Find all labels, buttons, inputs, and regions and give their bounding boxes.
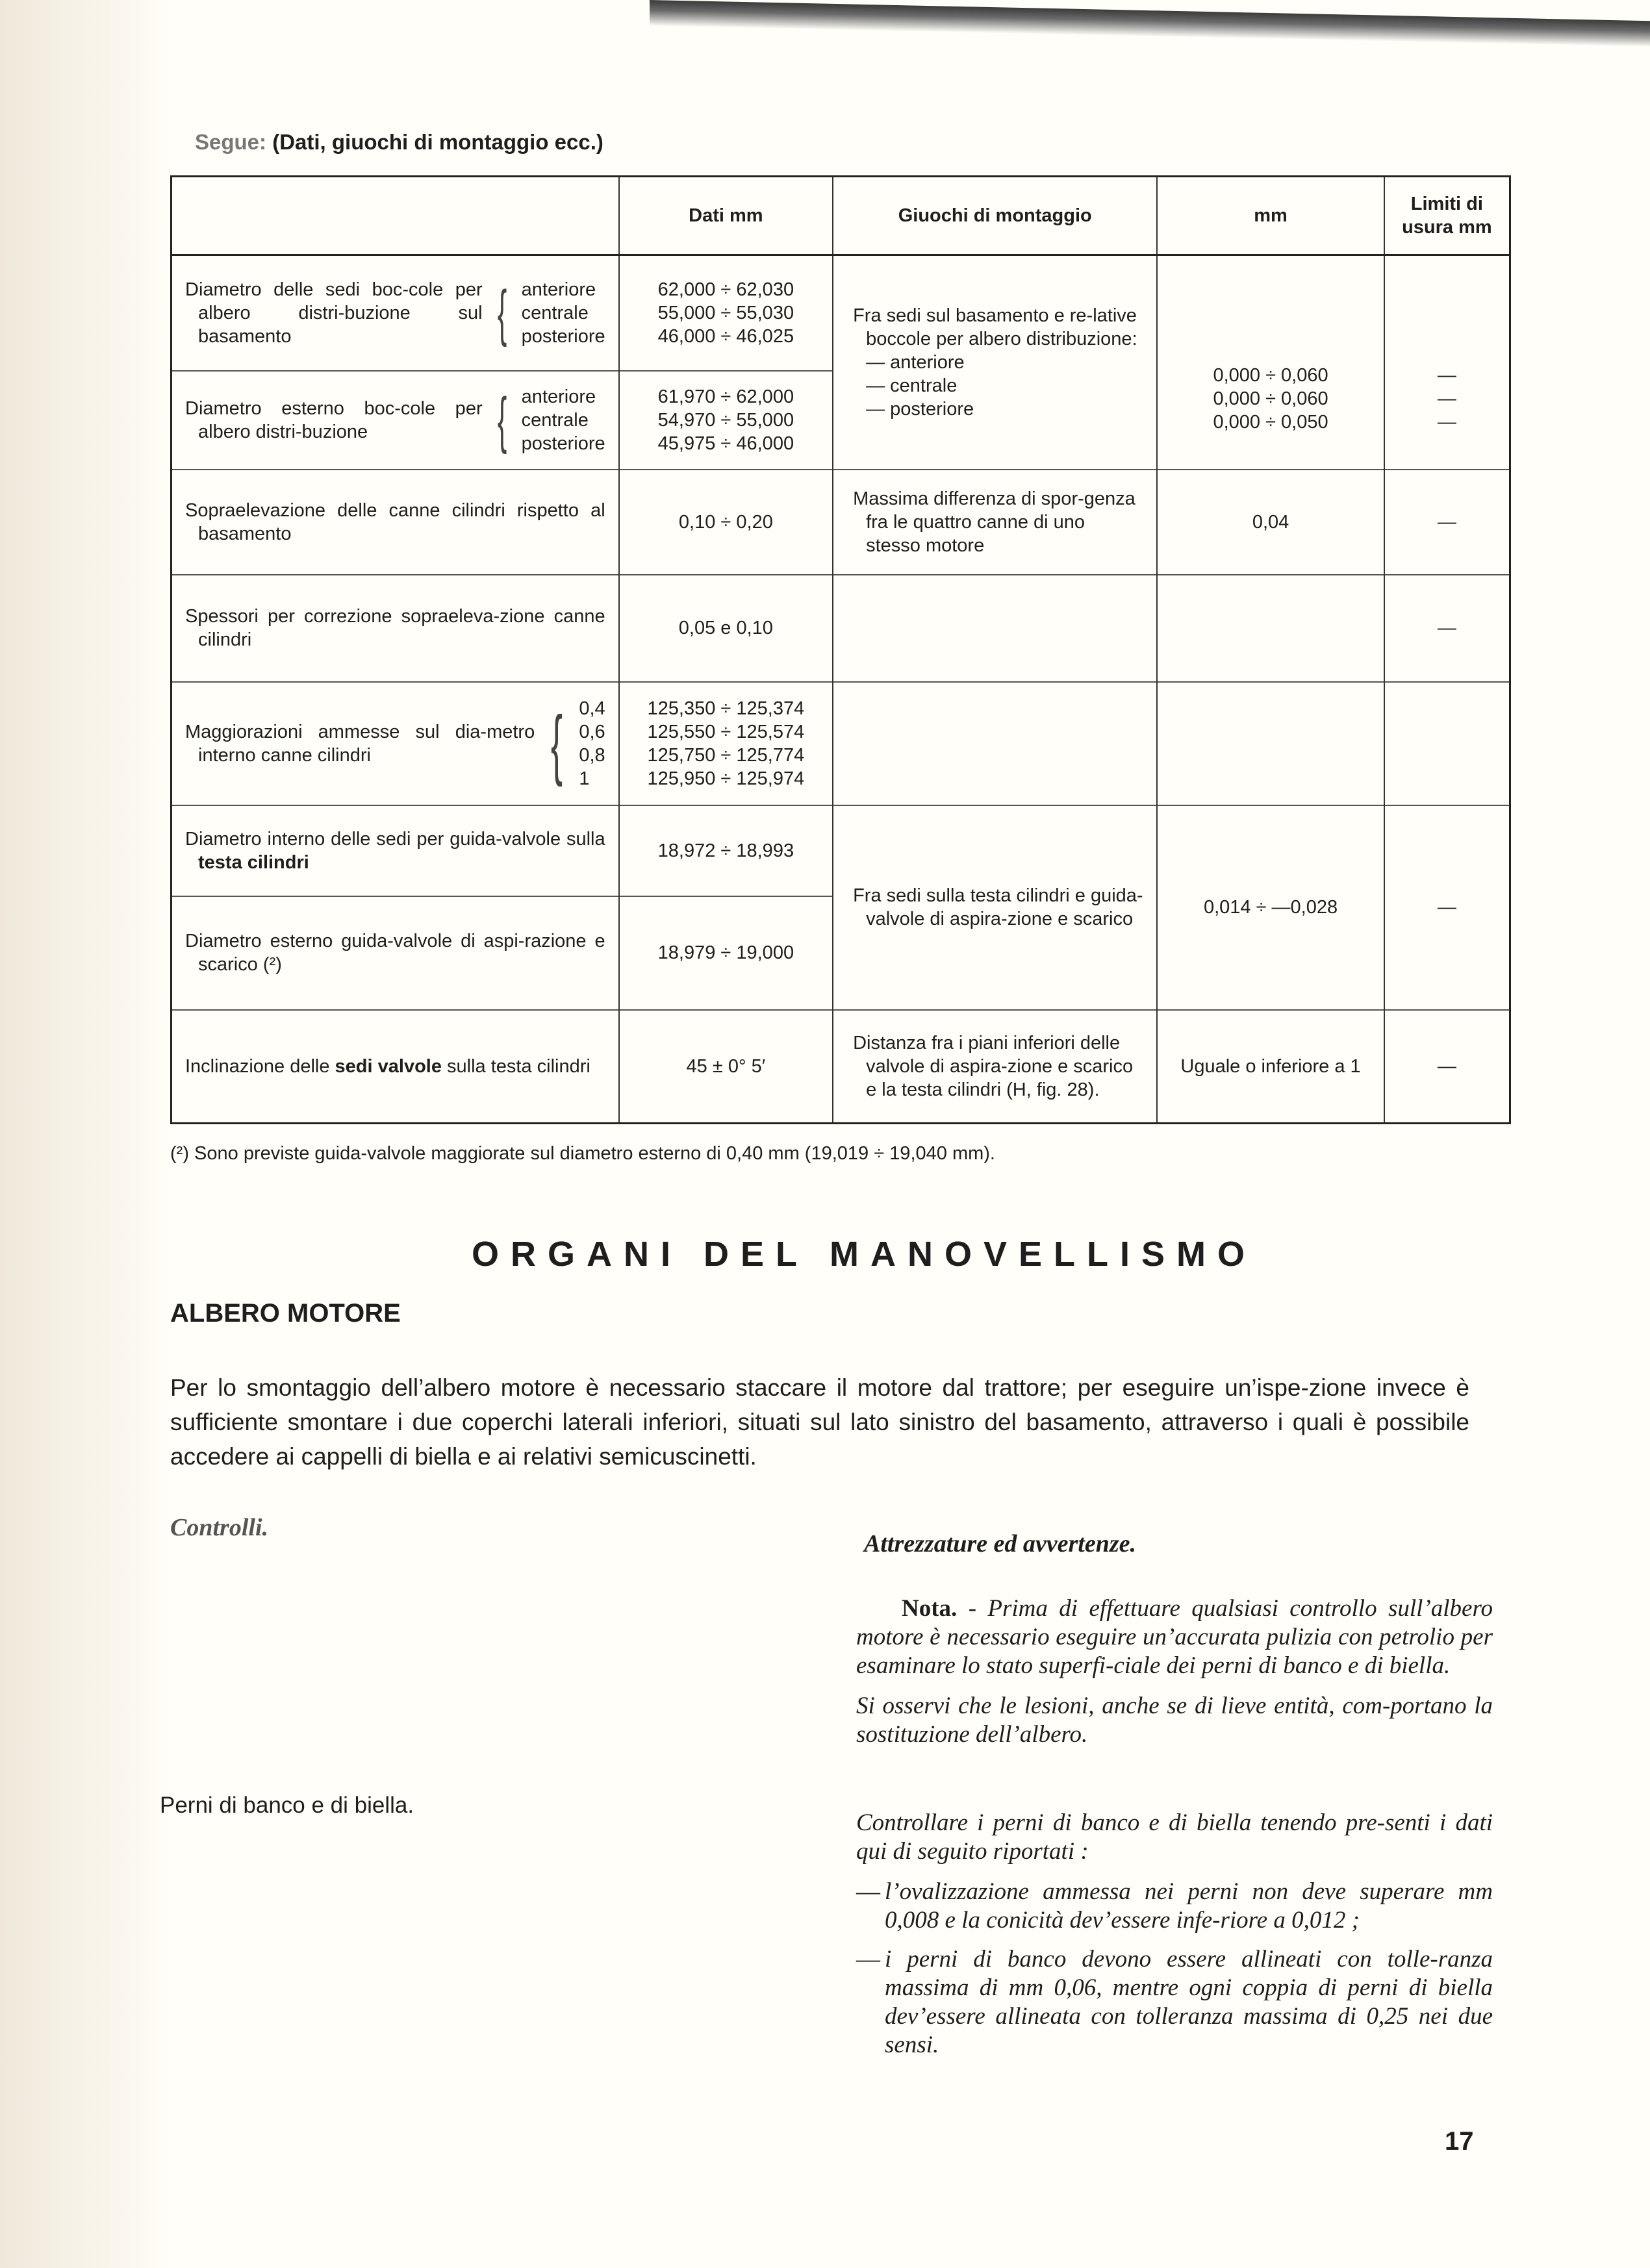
dati-value: 62,000 ÷ 62,030 [657, 279, 794, 300]
right-column-notes [856, 1594, 1493, 1761]
page-gutter-shadow [0, 0, 169, 2268]
dati-value: 61,970 ÷ 62,000 [657, 386, 794, 407]
row-description [171, 371, 619, 470]
wear-limit: — [1384, 1010, 1510, 1124]
row-description [171, 575, 619, 682]
clearance-mm: 0,04 [1157, 470, 1384, 575]
description-pre: Inclinazione delle [185, 1055, 335, 1077]
row-dati: 18,979 ÷ 19,000 [619, 896, 833, 1010]
row-description [171, 470, 619, 575]
description-text: Diametro esterno guida-valvole di aspi-razione e scarico (²) [185, 931, 605, 975]
controls-heading: Controlli. [170, 1514, 268, 1541]
clearance-empty [833, 682, 1157, 805]
limit-value: — [1437, 364, 1456, 386]
description-text [185, 1055, 605, 1078]
header-giuochi: Giuochi di montaggio [833, 177, 1157, 255]
clearance-description [833, 470, 1157, 575]
clearance-text: Distanza fra i piani inferiori delle valvole di aspira-zione e scarico e la testa cilindri (H, fig. 28). [853, 1032, 1134, 1100]
clearance-description [833, 805, 1157, 1010]
row-dati [619, 371, 833, 470]
mm-value: 0,000 ÷ 0,050 [1213, 411, 1328, 433]
table-row [171, 1010, 1510, 1124]
dati-value: 54,970 ÷ 55,000 [657, 409, 794, 431]
header-mm: mm [1157, 177, 1384, 255]
dati-value: 125,350 ÷ 125,374 [647, 698, 805, 719]
mm-empty [1157, 682, 1384, 805]
specifications-table [170, 175, 1511, 1124]
mm-value: 0,000 ÷ 0,060 [1213, 364, 1328, 386]
row-description [171, 255, 619, 371]
description-text: Spessori per correzione sopraeleva-zione canne cilindri [185, 606, 605, 650]
sub-label: 0,4 [579, 698, 605, 719]
page-number: 17 [1445, 2127, 1474, 2156]
dati-value: 55,000 ÷ 55,030 [657, 302, 794, 323]
description-text [185, 827, 605, 874]
table-row [171, 575, 1510, 682]
row-dati: 0,05 e 0,10 [619, 575, 833, 682]
wear-limit: — [1384, 470, 1510, 575]
header-description [171, 177, 619, 255]
mm-value: 0,000 ÷ 0,060 [1213, 388, 1328, 409]
row-dati [619, 255, 833, 371]
nota-text: - Prima di effettuare qualsiasi controllo sull’albero motore è necessario eseguire un’accurata pulizia con petrolio per esaminare lo stato superfi-ciale dei perni di banco e di biella. [856, 1595, 1493, 1679]
row-description [171, 805, 619, 896]
row-dati [619, 682, 833, 805]
description-keyword: sedi valvole [335, 1055, 442, 1077]
row-description [171, 682, 619, 805]
table-row [171, 255, 1510, 371]
check-item [856, 1945, 1493, 2060]
row-dati: 0,10 ÷ 0,20 [619, 470, 833, 575]
description-text: Maggiorazioni ammesse sul dia-metro interno canne cilindri [185, 721, 535, 766]
description-post: sulla testa cilindri [441, 1055, 590, 1077]
tools-heading: Attrezzature ed avvertenze. [864, 1530, 1137, 1557]
description-text: Diametro delle sedi boc-cole per albero distri-buzione sul basamento [185, 279, 483, 347]
clearance-empty [833, 575, 1157, 682]
checks-block [856, 1809, 1493, 2070]
description-text: Diametro esterno boc-cole per albero distri-buzione [185, 397, 483, 442]
wear-limit: — [1384, 575, 1510, 682]
table-row [171, 470, 1510, 575]
sub-label: anteriore [521, 279, 596, 300]
row-dati: 45 ± 0° 5′ [619, 1010, 833, 1124]
row-description [171, 1010, 619, 1124]
clearance-mm: 0,014 ÷ —0,028 [1157, 805, 1384, 1010]
description-keyword: testa cilindri [198, 851, 309, 873]
check-item-text: i perni di banco devono essere allineati con tolle-ranza massima di mm 0,06, mentre ogni coppia di perni di biella dev’essere allineata con tolleranza massima di 0,25 nei due sensi. [885, 1946, 1493, 2058]
caption-title: (Dati, giuochi di montaggio ecc.) [272, 130, 603, 154]
sub-label: centrale [521, 302, 589, 323]
clearance-description [833, 1010, 1157, 1124]
dati-value: 125,950 ÷ 125,974 [647, 768, 805, 789]
header-dati: Dati mm [619, 177, 833, 255]
nota-paragraph [856, 1594, 1493, 1680]
clearance-mm: Uguale o inferiore a 1 [1157, 1010, 1384, 1124]
sub-label: 1 [579, 768, 590, 789]
clearance-description [833, 255, 1157, 470]
sub-label: anteriore [521, 386, 596, 407]
limit-value: — [1437, 388, 1456, 409]
sub-label: 0,6 [579, 721, 605, 742]
clearance-intro: Fra sedi sul basamento e re-lative boccole per albero distribuzione: [853, 305, 1137, 349]
clearance-item: — posteriore [866, 398, 974, 420]
sub-label: 0,8 [579, 744, 605, 766]
brace-symbol: { [497, 277, 507, 347]
header-limiti: Limiti di usura mm [1384, 177, 1510, 255]
table-caption [195, 130, 603, 155]
brace-symbol: { [497, 384, 507, 455]
check-item [856, 1878, 1493, 1935]
clearance-item: — centrale [866, 375, 958, 396]
table-header-row [171, 177, 1510, 255]
description-text: Sopraelevazione delle canne cilindri rispetto al basamento [185, 499, 605, 544]
clearance-text: Fra sedi sulla testa cilindri e guida-valvole di aspira-zione e scarico [853, 885, 1143, 929]
dati-value: 125,750 ÷ 125,774 [647, 744, 805, 766]
intro-paragraph: Per lo smontaggio dell’albero motore è necessario staccare il motore dal trattore; per eseguire un’ispe-zione invece è sufficiente smontare i due coperchi laterali inferiori, situati sul lato sinistro del basamento, attraverso i quali è possibile accedere ai cappelli di biella e ai relativi semicuscinetti. [170, 1374, 1469, 1470]
table-footnote: (²) Sono previste guida-valvole maggiorate sul diametro esterno di 0,40 mm (19,019 ÷ 19,040 mm). [170, 1143, 995, 1164]
wear-limit: — [1384, 805, 1510, 1010]
nota-label: Nota. [902, 1595, 958, 1622]
dash-bullet: — [856, 1946, 880, 1972]
caption-lead: Segue: [195, 130, 267, 154]
dati-value: 45,975 ÷ 46,000 [657, 433, 794, 454]
dati-value: 46,000 ÷ 46,025 [657, 325, 794, 347]
row-dati: 18,972 ÷ 18,993 [619, 805, 833, 896]
clearance-item: — anteriore [866, 351, 965, 373]
check-intro: Controllare i perni di banco e di biella tenendo pre-senti i dati qui di seguito riportati : [856, 1809, 1493, 1865]
table-row [171, 805, 1510, 896]
perni-label: Perni di banco e di biella. [160, 1793, 414, 1818]
dash-bullet: — [856, 1878, 880, 1905]
brace-symbol: { [551, 699, 563, 787]
limit-value: — [1437, 411, 1456, 433]
row-description [171, 896, 619, 1010]
page-edge-shadow [650, 0, 1650, 47]
wear-limits [1384, 255, 1510, 470]
limit-empty [1384, 682, 1510, 805]
sub-label: centrale [521, 409, 589, 431]
sub-label: posteriore [521, 433, 605, 454]
mm-empty [1157, 575, 1384, 682]
check-list [856, 1878, 1493, 2060]
observation-paragraph: Si osservi che le lesioni, anche se di lieve entità, com-portano la sostituzione dell’albero. [856, 1693, 1493, 1748]
clearance-text: Massima differenza di spor-genza fra le quattro canne di uno stesso motore [853, 488, 1136, 556]
table-row [171, 682, 1510, 805]
section-title: ORGANI DEL MANOVELLISMO [471, 1235, 1257, 1274]
description-pre: Diametro interno delle sedi per guida-valvole sulla [185, 828, 605, 850]
clearance-mm [1157, 255, 1384, 470]
sub-label: posteriore [521, 325, 605, 347]
subsection-title: ALBERO MOTORE [170, 1299, 401, 1328]
check-item-text: l’ovalizzazione ammessa nei perni non deve superare mm 0,008 e la conicità dev’essere infe-riore a 0,012 ; [885, 1878, 1493, 1934]
dati-value: 125,550 ÷ 125,574 [647, 721, 805, 742]
